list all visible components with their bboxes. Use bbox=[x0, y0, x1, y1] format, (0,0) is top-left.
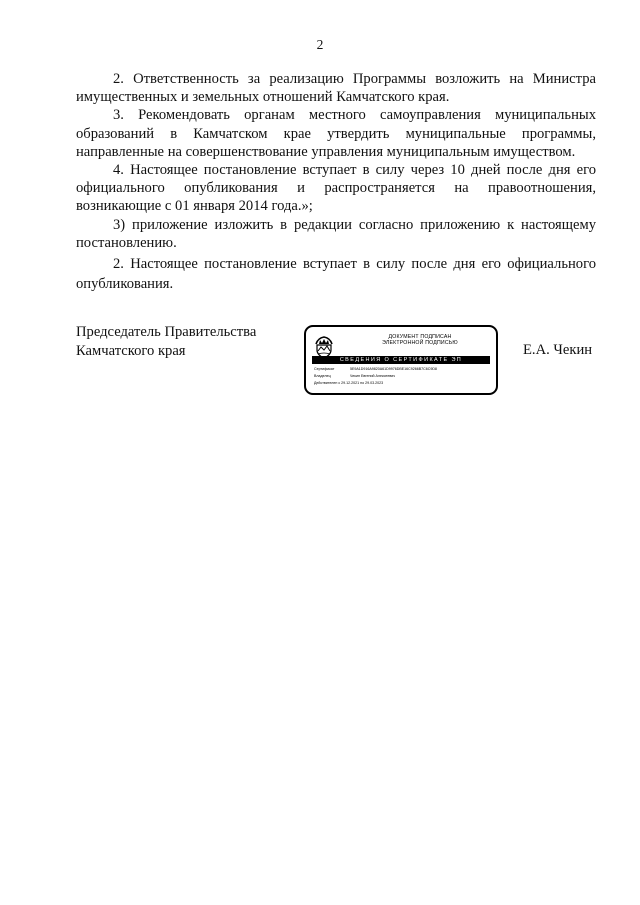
stamp-heading: ДОКУМЕНТ ПОДПИСАН ЭЛЕКТРОННОЙ ПОДПИСЬЮ bbox=[382, 334, 458, 347]
paragraph-effective-date: 4. Настоящее постановление вступает в силу через 10 дней после дня его официального опубликования и распространяется на правоотношения, возникающие с 01 января 2014 года.»; bbox=[76, 162, 596, 215]
certificate-info-bar: СВЕДЕНИЯ О СЕРТИФИКАТЕ ЭП bbox=[312, 356, 490, 364]
page-number: 2 bbox=[316, 37, 324, 52]
paragraph-appendix: 3) приложение изложить в редакции согласно приложению к настоящему постановлению. bbox=[76, 216, 596, 251]
paragraph-responsibility: 2. Ответственность за реализацию Программы возложить на Министра имущественных и земельных отношений Камчатского края. bbox=[76, 71, 596, 106]
signatory-title-line1: Председатель Правительства bbox=[76, 324, 257, 340]
certificate-owner-row: Владелец Чекин Евгений Алексеевич bbox=[314, 374, 396, 378]
signatory-name: Е.А. Чекин bbox=[523, 342, 593, 358]
certificate-validity-row: Действителен с 29.12.2021 по 29.03.2023 bbox=[314, 381, 384, 385]
electronic-signature-stamp bbox=[304, 325, 498, 395]
paragraph-recommendation: 3. Рекомендовать органам местного самоуправления муниципальных образований в Камчатском крае утвердить муниципальные программы, направленные на совершенствование управления муниципальным имуществом. bbox=[76, 107, 596, 160]
document-body bbox=[76, 70, 596, 294]
certificate-serial-row: Сертификат 5E9A1D916A9820A61D9976DBE16C9266B7C6C9D8 bbox=[314, 367, 437, 371]
signatory-title bbox=[76, 323, 256, 361]
paragraph-entry-into-force: 2. Настоящее постановление вступает в силу после дня его официального опубликования. bbox=[76, 256, 596, 293]
signatory-title-line2: Камчатского края bbox=[76, 343, 186, 359]
